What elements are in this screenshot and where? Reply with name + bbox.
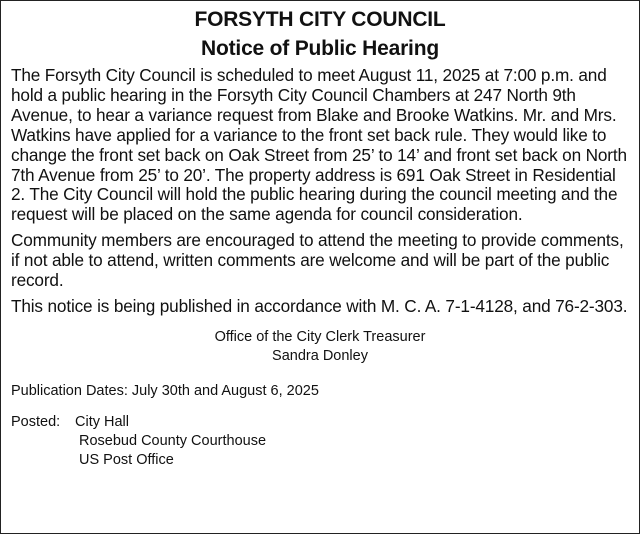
signoff-block bbox=[11, 328, 629, 366]
posted-label: Posted: bbox=[11, 413, 61, 430]
statute-paragraph: This notice is being published in accordance with M. C. A. 7-1-4128, and 76-2-303. bbox=[11, 295, 628, 316]
notice-title: FORSYTH CITY COUNCIL bbox=[194, 8, 446, 31]
posted-locations bbox=[11, 413, 629, 470]
hearing-paragraph: The Forsyth City Council is scheduled to meet August 11, 2025 at 7:00 p.m. and hold a public hearing in the Forsyth City Council Chambers at 247 North 9th Avenue, to hear a variance request from Blake and Brooke Watkins. Mr. and Mrs. Watkins have applied for a variance to the front set back rule. They would like to change the front set back on Oak Street from 25’ to 14’ and front set back on North 7th Avenue from 25’ to 20’. The property address is 691 Oak Street in Residential 2. The City Council will hold the public hearing during the council meeting and the request will be placed on the same agenda for council consideration. bbox=[11, 65, 627, 225]
posted-location: US Post Office bbox=[79, 451, 174, 468]
community-paragraph: Community members are encouraged to attend the meeting to provide comments, if not able to attend, written comments are welcome and will be part of the public record. bbox=[11, 230, 624, 291]
posted-location: Rosebud County Courthouse bbox=[79, 432, 267, 449]
posted-location: City Hall bbox=[75, 413, 129, 430]
publication-dates: Publication Dates: July 30th and August 6, 2025 bbox=[11, 382, 319, 399]
posted-location-list bbox=[75, 413, 629, 470]
signoff-name: Sandra Donley bbox=[272, 347, 368, 364]
signoff-office: Office of the City Clerk Treasurer bbox=[214, 328, 426, 345]
notice-subtitle: Notice of Public Hearing bbox=[201, 37, 439, 60]
